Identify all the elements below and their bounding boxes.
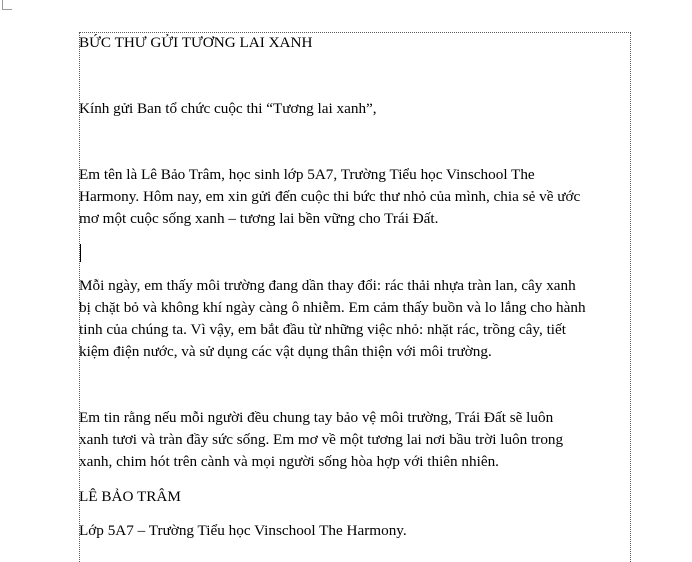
paragraph-2-line-3: tinh của chúng ta. Vì vậy, em bắt đầu từ những việc nhỏ: nhặt rác, trồng cây, tiết	[79, 321, 566, 338]
text-cursor	[80, 244, 81, 262]
paragraph-3-line-1: Em tin rằng nếu mỗi người đều chung tay bảo vệ môi trường, Trái Đất sẽ luôn	[79, 409, 554, 426]
signature-name: LÊ BẢO TRÂM	[79, 488, 181, 505]
paragraph-1-line-2: Harmony. Hôm nay, em xin gửi đến cuộc thi bức thư nhỏ của mình, chia sẻ về ước	[79, 188, 581, 205]
page-corner-mark	[2, 0, 12, 10]
letter-title: BỨC THƯ GỬI TƯƠNG LAI XANH	[79, 34, 313, 51]
signature-class: Lớp 5A7 – Trường Tiểu học Vinschool The Harmony.	[79, 522, 407, 539]
paragraph-3-line-3: xanh, chim hót trên cành và mọi người sống hòa hợp với thiên nhiên.	[79, 453, 499, 470]
paragraph-1-line-1: Em tên là Lê Bảo Trâm, học sinh lớp 5A7, Trường Tiểu học Vinschool The	[79, 166, 535, 183]
letter-greeting: Kính gửi Ban tổ chức cuộc thi “Tương lai xanh”,	[79, 100, 377, 117]
paragraph-1-line-3: mơ một cuộc sống xanh – tương lai bền vững cho Trái Đất.	[79, 210, 439, 227]
paragraph-2-line-2: bị chặt bỏ và không khí ngày càng ô nhiễm. Em cảm thấy buồn và lo lắng cho hành	[79, 299, 586, 316]
paragraph-2-line-4: kiệm điện nước, và sử dụng các vật dụng thân thiện với môi trường.	[79, 343, 492, 360]
paragraph-2-line-1: Mỗi ngày, em thấy môi trường đang dần thay đổi: rác thải nhựa tràn lan, cây xanh	[79, 277, 576, 294]
paragraph-3-line-2: xanh tươi và tràn đầy sức sống. Em mơ về một tương lai nơi bầu trời luôn trong	[79, 431, 564, 448]
